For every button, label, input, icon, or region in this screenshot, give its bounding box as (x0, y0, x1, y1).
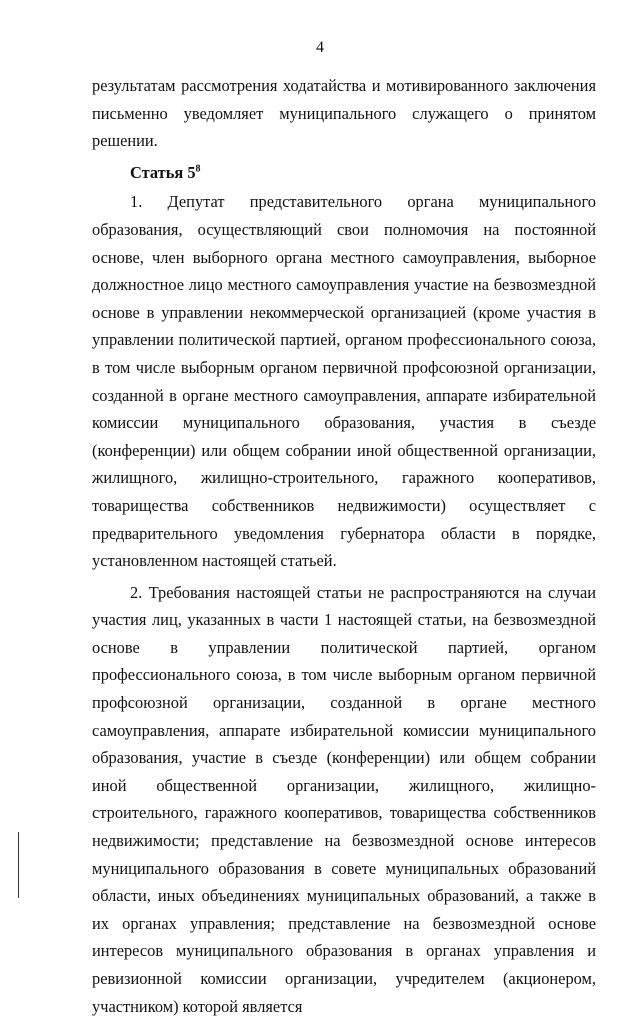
article-heading (92, 159, 596, 187)
article-heading-text: Статья 5 (130, 162, 196, 182)
page-number: 4 (316, 39, 324, 56)
article-heading-superscript: 8 (195, 163, 201, 175)
paragraph-part-2: 2. Требования настоящей статьи не распространяются на случаи участия лиц, указанных в части 1 настоящей статьи, на безвозмездной основе в управлении политической партией, органом профессионального союза, в том числе выборным органом первичной профсоюзной организации, созданной в органе местного самоуправления, аппарате избирательной комиссии муниципального образования, участие в съезде (конференции) или общем собрании иной общественной организации, жилищного, жилищно-строительного, гаражного кооперативов, товарищества собственников недвижимости; представление на безвозмездной основе интересов муниципального образования в совете муниципальных образований области, иных объединениях муниципальных образований, а также в их органах управления; представление на безвозмездной основе интересов муниципального образования в органах управления и ревизионной комиссии организации, учредителем (акционером, участником) которой является (92, 582, 596, 1016)
paragraph-intro: результатам рассмотрения ходатайства и мотивированного заключения письменно уведомляет муниципального служащего о принятом решении. (92, 76, 596, 151)
document-body (92, 72, 596, 1020)
paragraph-part-1: 1. Депутат представительного органа муниципального образования, осуществляющий свои полномочия на постоянной основе, член выборного органа местного самоуправления, выборное должностное лицо местного самоуправления участие на безвозмездной основе в управлении некоммерческой организацией (кроме участия в управлении политической партией, органом профессионального союза, в том числе выборным органом первичной профсоюзной организации, созданной в органе местного самоуправления, аппарате избирательной комиссии муниципального образования, участия в съезде (конференции) или общем собрании иной общественной организации, жилищного, жилищно-строительного, гаражного кооперативов, товарищества собственников недвижимости) осуществляет с предварительного уведомления губернатора области в порядке, установленном настоящей статьей. (92, 192, 596, 571)
margin-binding-line (18, 832, 19, 898)
